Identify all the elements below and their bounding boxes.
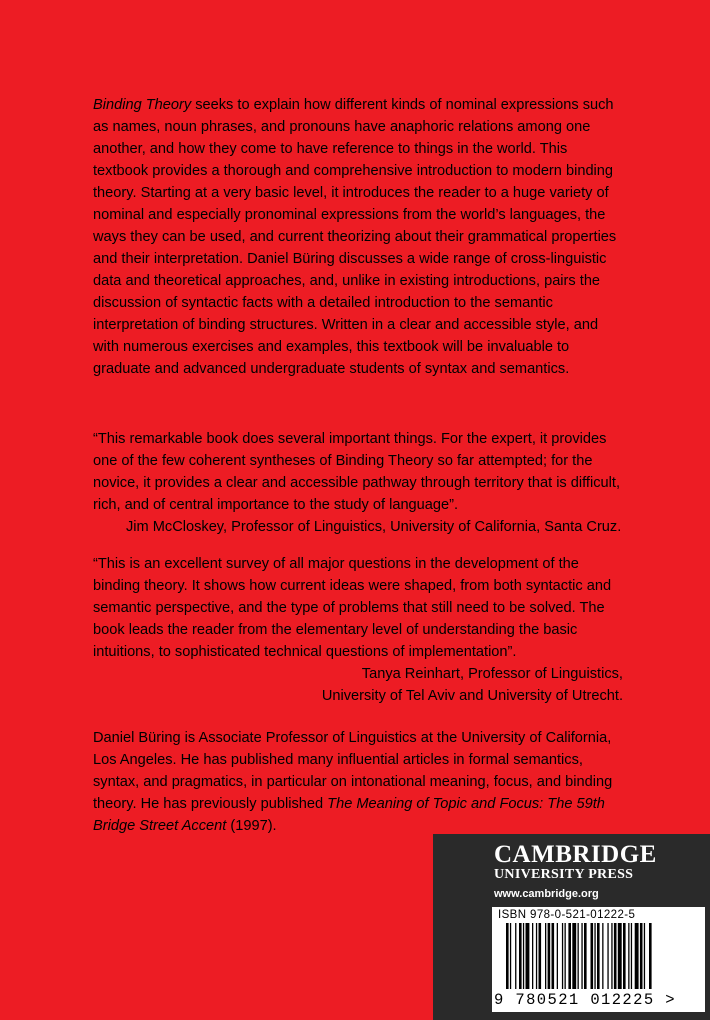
publisher-logo-name: CAMBRIDGE: [494, 841, 657, 868]
description-paragraph: [93, 94, 623, 380]
publisher-url: www.cambridge.org: [494, 888, 599, 900]
review-quote-1: [93, 428, 623, 538]
isbn-label: ISBN 978-0-521-01222-5: [498, 909, 636, 921]
review-2-attribution-line-1: Tanya Reinhart, Professor of Linguistics,: [361, 666, 623, 682]
author-bio-tail: (1997).: [226, 818, 277, 834]
barcode-icon: [502, 923, 696, 993]
author-biography: [93, 727, 623, 837]
review-quote-2: [93, 553, 623, 707]
publisher-logo-subtitle: UNIVERSITY PRESS: [494, 867, 634, 882]
author-previous-book-title: The Meaning of Topic and Focus: The 59th Bridge Street Accent: [93, 796, 605, 834]
publisher-panel: [433, 834, 710, 1020]
barcode-box: [492, 907, 705, 1012]
description-title: Binding Theory: [93, 97, 192, 113]
description-text: seeks to explain how different kinds of nominal expressions such as names, noun phrases, and pronouns have anaphoric relations among one another, and how they come to have reference to things in the world. This textbook provides a thorough and comprehensive introduction to modern binding theory. Starting at a very basic level, it introduces the reader to a huge variety of nominal and especially pronominal expressions from the world’s languages, the ways they can be used, and current theorizing about their grammatical properties and their interpretation. Daniel Büring discusses a wide range of cross-linguistic data and theoretical approaches, and, unlike in existing introductions, pairs the discussion of syntactic facts with a detailed introduction to the semantic interpretation of binding structures. Written in a clear and accessible style, and with numerous exercises and examples, this textbook will be invaluable to graduate and advanced undergraduate students of syntax and semantics.: [93, 97, 617, 377]
barcode-digits: 9 780521 012225 >: [494, 991, 676, 1009]
review-2-text: “This is an excellent survey of all major questions in the development of the binding theory. It shows how current ideas were shaped, from both syntactic and semantic perspective, and the type of problems that still need to be solved. The book leads the reader from the elementary level of understanding the basic intuitions, to sophisticated technical questions of implementation”.: [93, 556, 612, 660]
author-bio-paragraph: [93, 727, 623, 837]
review-1-text: “This remarkable book does several important things. For the expert, it provides one of the few coherent syntheses of Binding Theory so far attempted; for the novice, it provides a clear and accessible pathway through territory that is difficult, rich, and of central importance to the study of language”.: [93, 431, 620, 513]
book-description: [93, 94, 623, 380]
review-2-attribution-line-2: University of Tel Aviv and University of Utrecht.: [321, 688, 623, 704]
review-1-attribution: Jim McCloskey, Professor of Linguistics, University of California, Santa Cruz.: [126, 519, 622, 535]
author-bio-text: Daniel Büring is Associate Professor of Linguistics at the University of California, Los Angeles. He has published many influential articles in formal semantics, syntax, and pragmatics, in particular on intonational meaning, focus, and binding theory. He has previously published: [93, 730, 613, 812]
